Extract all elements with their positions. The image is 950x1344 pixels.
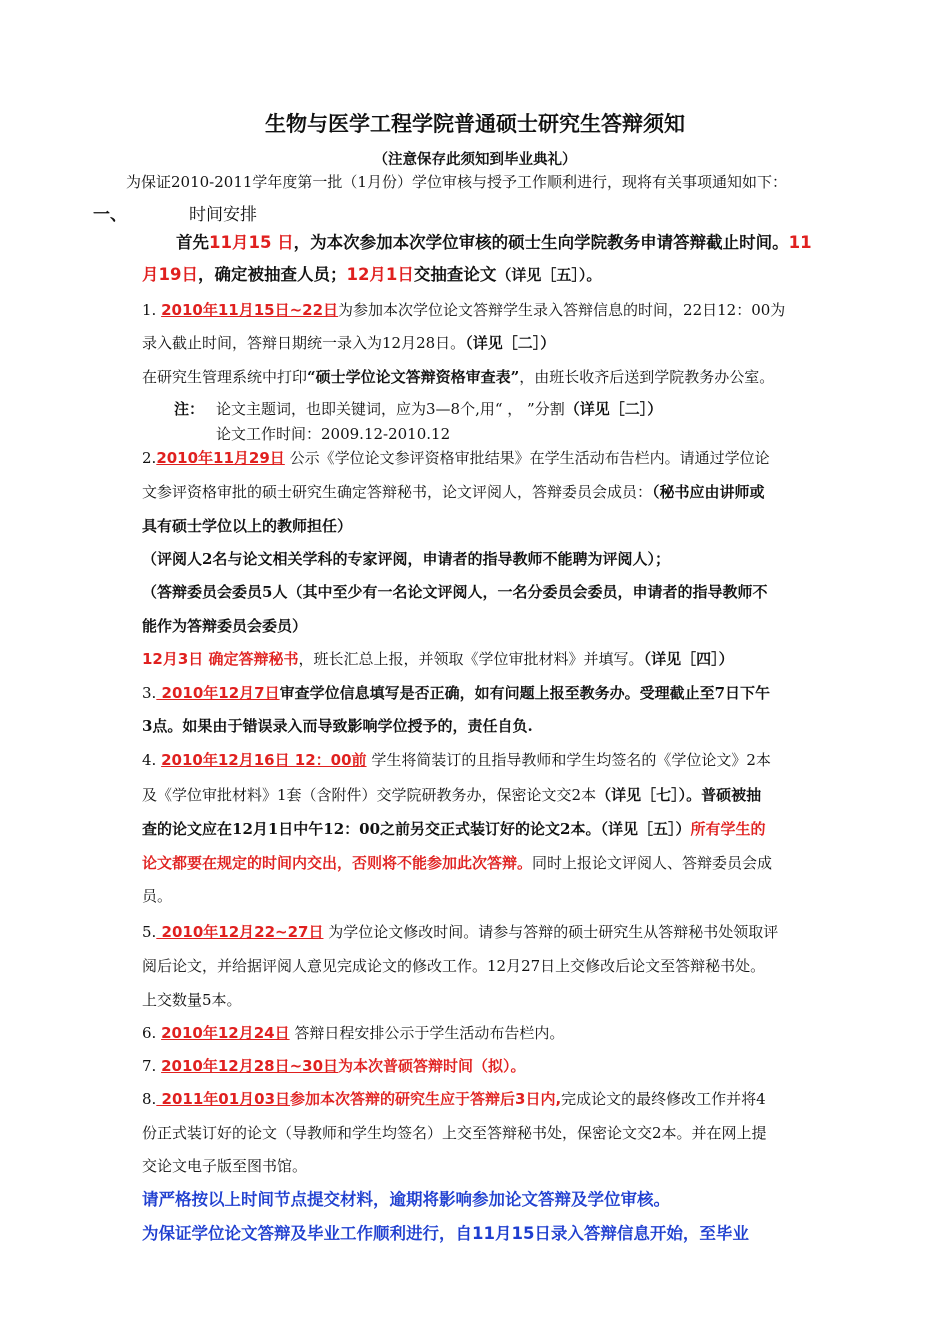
item2-line6: 能作为答辩委员会委员） <box>142 617 308 635</box>
item1-line1: 1. 2010年11月15日~22日为参加本次学位论文答辩学生录入答辩信息的时间，22日12：00为 <box>142 301 786 319</box>
page-subtitle: （注意保存此须知到毕业典礼） <box>373 151 577 168</box>
section-number: 一、 <box>93 205 127 225</box>
item1-line3: 在研究生管理系统中打印“硕士学位论文答辩资格审查表”，由班长收齐后送到学院教务办公室。 <box>142 368 775 386</box>
item7-line1: 7. 2010年12月28日~30日为本次普硕答辩时间（拟）。 <box>142 1057 526 1075</box>
item8-line3: 交论文电子版至图书馆。 <box>142 1157 308 1175</box>
item8-line2: 份正式装订好的论文（导教师和学生均签名）上交至答辩秘书处，保密论文交2本。并在网上提 <box>142 1124 767 1142</box>
item4-line2: 及《学位审批材料》1套（含附件）交学院研教务办，保密论文交2本（详见［七］）。普硕被抽 <box>142 786 762 804</box>
item2-line7: 12月3日 确定答辩秘书，班长汇总上报，并领取《学位审批材料》并填写。（详见［四］） <box>142 650 734 668</box>
intro-paragraph: 为保证2010-2011学年度第一批（1月份）学位审核与授予工作顺利进行，现将有关事项通知如下： <box>126 173 787 191</box>
item2-line1: 2.2010年11月29日 公示《学位论文参评资格审批结果》在学生活动布告栏内。请通过学位论 <box>142 449 770 467</box>
item5-line3: 上交数量5本。 <box>142 991 242 1009</box>
note-line2: 论文工作时间：2009.12-2010.12 <box>216 425 451 443</box>
item2-line5: （答辩委员会委员5人（其中至少有一名论文评阅人，一名分委员会委员，申请者的指导教师不 <box>142 583 768 601</box>
item8-line1: 8. 2011年01月03日参加本次答辩的研究生应于答辩后3日内,完成论文的最终修改工作并将4 <box>142 1090 766 1108</box>
p0-line2: 月19日，确定被抽查人员；12月1日交抽查论文（详见［五］）。 <box>142 265 602 284</box>
p0-line1: 首先11月15 日，为本次参加本次学位审核的硕士生向学院教务申请答辩截止时间。11 <box>176 233 812 252</box>
section-title: 时间安排 <box>189 205 257 225</box>
item4-line3: 查的论文应在12月1日中午12：00之前另交正式装订好的论文2本。（详见［五］）所有学生的 <box>142 820 766 838</box>
page-title: 生物与医学工程学院普通硕士研究生答辩须知 <box>265 112 685 136</box>
item3-line2: 3点。如果由于错误录入而导致影响学位授予的，责任自负. <box>142 717 533 735</box>
item2-line4: （评阅人2名与论文相关学科的专家评阅，申请者的指导教师不能聘为评阅人）； <box>142 550 670 568</box>
item3-line1: 3. 2010年12月7日审查学位信息填写是否正确，如有问题上报至教务办。受理截止至7日下午 <box>142 684 771 702</box>
item4-line5: 员。 <box>142 887 173 905</box>
notice-deadline: 请严格按以上时间节点提交材料，逾期将影响参加论文答辩及学位审核。 <box>142 1190 670 1209</box>
item1-line2: 录入截止时间，答辩日期统一录入为12月28日。（详见［二］） <box>142 334 556 352</box>
item2-line2: 文参评资格审批的硕士研究生确定答辩秘书，论文评阅人，答辩委员会成员：（秘书应由讲师或 <box>142 483 765 501</box>
item4-line1: 4. 2010年12月16日 12：00前 学生将简装订的且指导教师和学生均签名的《学位论文》2本 <box>142 751 771 769</box>
item5-line1: 5. 2010年12月22~27日 为学位论文修改时间。请参与答辩的硕士研究生从答辩秘书处领取评 <box>142 923 779 941</box>
item6-line1: 6. 2010年12月24日 答辩日程安排公示于学生活动布告栏内。 <box>142 1024 565 1042</box>
notice-graduation: 为保证学位论文答辩及毕业工作顺利进行，自11月15日录入答辩信息开始，至毕业 <box>142 1224 749 1243</box>
item5-line2: 阅后论文，并给据评阅人意见完成论文的修改工作。12月27日上交修改后论文至答辩秘书处。 <box>142 957 766 975</box>
note-line1: 论文主题词，也即关键词，应为3—8个,用“ ， ”分割（详见［二］） <box>216 400 663 418</box>
item4-line4: 论文都要在规定的时间内交出，否则将不能参加此次答辩。同时上报论文评阅人、答辩委员会成 <box>142 854 773 872</box>
item2-line3: 具有硕士学位以上的教师担任） <box>142 517 353 535</box>
note-label: 注： <box>174 400 205 418</box>
